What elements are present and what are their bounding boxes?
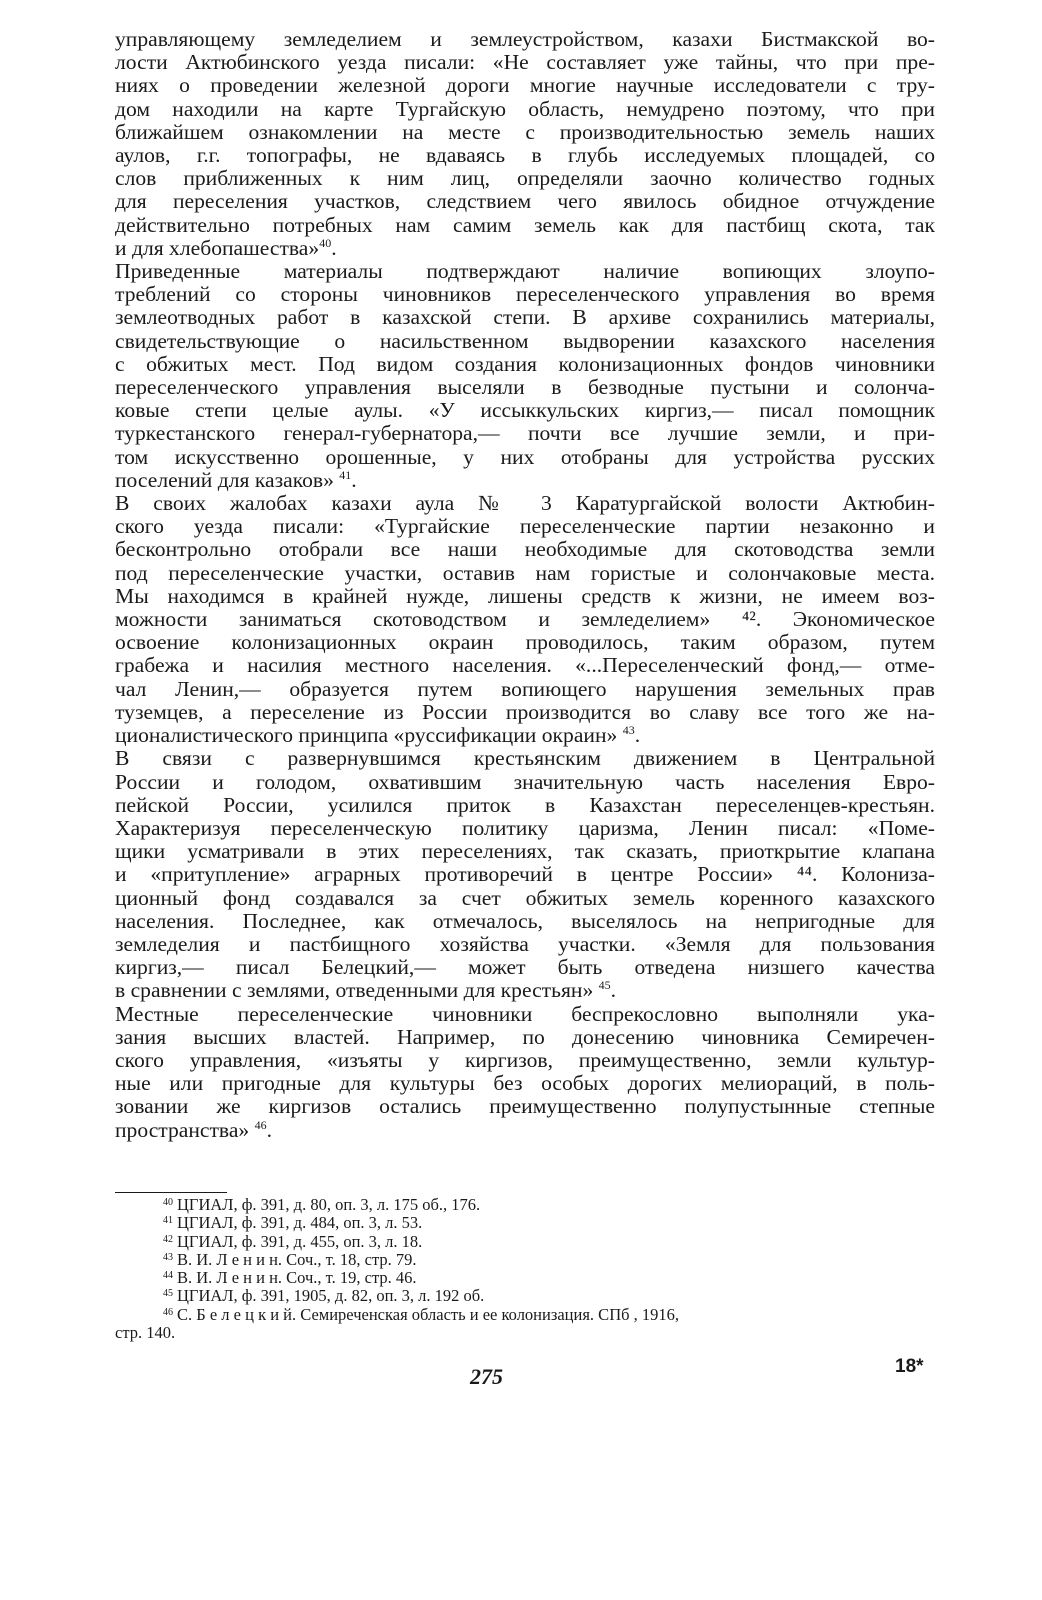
text-line: дом находили на карте Тургайскую область, немудрено поэтому, что при bbox=[115, 96, 935, 121]
footnote bbox=[115, 1306, 935, 1324]
footnote-number: 40 bbox=[163, 1197, 173, 1208]
footnote-divider bbox=[115, 1192, 227, 1193]
footnote-reference: 45 bbox=[598, 978, 611, 993]
footnotes bbox=[115, 1196, 935, 1342]
text-line: туземцев, а переселение из России производится во славу все того же на- bbox=[115, 699, 935, 724]
text-line: населения. Последнее, как отмечалось, выселялось на непригодные для bbox=[115, 908, 935, 933]
text-line: лости Актюбинского уезда писали: «Не составляет уже тайны, что при пре- bbox=[115, 50, 935, 75]
text-line: ционный фонд создавался за счет обжитых земель коренного казахского bbox=[115, 885, 935, 910]
paragraph bbox=[115, 747, 935, 1002]
text-line-last bbox=[115, 979, 935, 1002]
punctuation: . bbox=[634, 723, 641, 748]
text-line: освоение колонизационных окраин проводилось, таким образом, путем bbox=[115, 630, 935, 655]
text-line-content: в сравнении с землями, отведенными для крестьян» bbox=[115, 978, 599, 1003]
text-line-last bbox=[115, 469, 935, 492]
punctuation: . bbox=[610, 978, 617, 1003]
footnote-text: В. И. Л е н и н. Соч., т. 19, стр. 46. bbox=[177, 1268, 417, 1288]
paragraph bbox=[115, 28, 935, 260]
text-line: Характеризуя переселенческую политику царизма, Ленин писал: «Поме- bbox=[115, 815, 935, 840]
footnote bbox=[115, 1251, 935, 1269]
footnote-number: 45 bbox=[163, 1288, 173, 1300]
footnote-number: 46 bbox=[163, 1306, 173, 1318]
footnote bbox=[115, 1269, 935, 1287]
footnote-number: 43 bbox=[163, 1251, 173, 1263]
text-line: ближайшем ознакомлении на месте с производительностью земель наших bbox=[115, 119, 935, 144]
text-line: землеотводных работ в казахской степи. В архиве сохранились материалы, bbox=[115, 305, 935, 330]
footnote-reference: 40 bbox=[319, 235, 332, 250]
text-line: управляющему земледелием и землеустройством, казахи Бистмакской во- bbox=[115, 27, 935, 51]
text-line: действительно потребных нам самим земель как для пастбищ скота, так bbox=[115, 212, 935, 237]
text-line: Местные переселенческие чиновники беспрекословно выполняли ука- bbox=[115, 1001, 935, 1026]
footnote-reference: 43 bbox=[622, 723, 635, 738]
footnote-text: ЦГИАЛ, ф. 391, д. 455, оп. 3, л. 18. bbox=[177, 1231, 423, 1251]
text-line-content: ционалистического принципа «руссификации окраин» bbox=[115, 723, 623, 748]
footnote-reference: 41 bbox=[339, 467, 352, 482]
text-line: свидетельствующие о насильственном выдворении казахского населения bbox=[115, 328, 935, 353]
text-line: для переселения участков, следствием чего явилось обидное отчуждение bbox=[115, 189, 935, 214]
footnote-text: ЦГИАЛ, ф. 391, 1905, д. 82, оп. 3, л. 192 об. bbox=[177, 1286, 485, 1306]
punctuation: . bbox=[351, 467, 357, 492]
text-line-last bbox=[115, 1119, 935, 1142]
text-line: В своих жалобах казахи аула № 3 Каратургайской волости Актюбин- bbox=[115, 491, 935, 516]
footnote bbox=[115, 1196, 935, 1214]
footnote-text: С. Б е л е ц к и й. Семиреченская область и ее колонизация. СПб , 1916, bbox=[177, 1304, 680, 1324]
text-line: земледелия и пастбищного хозяйства участки. «Земля для пользования bbox=[115, 931, 935, 956]
text-line: переселенческого управления выселяли в безводные пустыни и солонча- bbox=[115, 375, 935, 400]
footnote-text: ЦГИАЛ, ф. 391, д. 484, оп. 3, л. 53. bbox=[177, 1213, 423, 1233]
text-line: зовании же киргизов остались преимущественно полупустынные степные bbox=[115, 1094, 935, 1119]
paragraph bbox=[115, 260, 935, 492]
punctuation: . bbox=[331, 235, 337, 260]
text-line: слов приближенных к ним лиц, определяли заочно количество годных bbox=[115, 166, 935, 191]
footnote bbox=[115, 1287, 935, 1305]
text-line: туркестанского генерал-губернатора,— почти все лучшие земли, и при- bbox=[115, 421, 935, 446]
punctuation: . bbox=[266, 1117, 273, 1142]
text-line: ковые степи целые аулы. «У иссыккульских киргиз,— писал помощник bbox=[115, 398, 935, 423]
footnote-text: В. И. Л е н и н. Соч., т. 18, стр. 79. bbox=[177, 1249, 417, 1269]
paragraph bbox=[115, 492, 935, 747]
text-line: ные или пригодные для культуры без особых дорогих мелиораций, в поль- bbox=[115, 1071, 935, 1096]
text-line: и «притупление» аграрных противоречий в центре России» ⁴⁴. Колониза- bbox=[115, 862, 935, 887]
text-line: ского уезда писали: «Тургайские переселенческие партии незаконно и bbox=[115, 514, 935, 539]
footnote-text: ЦГИАЛ, ф. 391, д. 80, оп. 3, л. 175 об., 176. bbox=[177, 1195, 481, 1214]
text-line-content: пространства» bbox=[115, 1117, 255, 1142]
text-line: аулов, г.г. топографы, не вдаваясь в глубь исследуемых площадей, со bbox=[115, 143, 935, 168]
paragraph bbox=[115, 1003, 935, 1142]
text-line: щики усматривали в этих переселениях, так сказать, приоткрытие клапана bbox=[115, 839, 935, 864]
footnote bbox=[115, 1214, 935, 1232]
text-line: с обжитых мест. Под видом создания колонизационных фондов чиновники bbox=[115, 351, 935, 376]
footnote-number: 44 bbox=[163, 1270, 173, 1282]
text-line: том искусственно орошенные, у них отобраны для устройства русских bbox=[115, 444, 935, 469]
page-number: 275 bbox=[470, 1364, 503, 1389]
footnote-number: 42 bbox=[163, 1233, 173, 1245]
text-line: ниях о проведении железной дороги многие научные исследователи с тру- bbox=[115, 73, 935, 98]
main-text bbox=[115, 28, 935, 1142]
text-line: пейской России, усилился приток в Казахстан переселенцев-крестьян. bbox=[115, 792, 935, 817]
text-line-last bbox=[115, 724, 935, 747]
footnote-reference: 46 bbox=[254, 1117, 267, 1132]
text-line: России и голодом, охватившим значительную часть населения Евро- bbox=[115, 769, 935, 794]
text-line: В связи с развернувшимся крестьянским движением в Центральной bbox=[115, 746, 935, 771]
text-line-content: и для хлебопашества» bbox=[115, 235, 320, 260]
footnote-number: 41 bbox=[163, 1215, 173, 1227]
text-line: ского управления, «изъяты у киргизов, преимущественно, земли культур- bbox=[115, 1047, 935, 1072]
text-line: киргиз,— писал Белецкий,— может быть отведена низшего качества bbox=[115, 955, 935, 980]
text-line: можности заниматься скотоводством и земледелием» ⁴². Экономическое bbox=[115, 607, 935, 632]
text-line: Приведенные материалы подтверждают наличие вопиющих злоупо- bbox=[115, 259, 935, 284]
text-line: Мы находимся в крайней нужде, лишены средств к жизни, не имеем воз- bbox=[115, 583, 935, 608]
footnote-continuation: стр. 140. bbox=[115, 1323, 176, 1343]
footnote bbox=[115, 1233, 935, 1251]
text-line: треблений со стороны чиновников переселенческого управления во время bbox=[115, 282, 935, 307]
text-line-last bbox=[115, 237, 935, 260]
text-line-content: поселений для казаков» bbox=[115, 467, 340, 492]
text-line: зания высших властей. Например, по донесению чиновника Семиречен- bbox=[115, 1024, 935, 1049]
text-line: грабежа и насилия местного населения. «...Переселенческий фонд,— отме- bbox=[115, 653, 935, 678]
text-line: бесконтрольно отобрали все наши необходимые для скотоводства земли bbox=[115, 537, 935, 562]
printer-signature: 18* bbox=[895, 1356, 924, 1377]
text-line: под переселенческие участки, оставив нам гористые и солончаковые места. bbox=[115, 560, 935, 585]
text-line: чал Ленин,— образуется путем вопиющего нарушения земельных прав bbox=[115, 676, 935, 701]
